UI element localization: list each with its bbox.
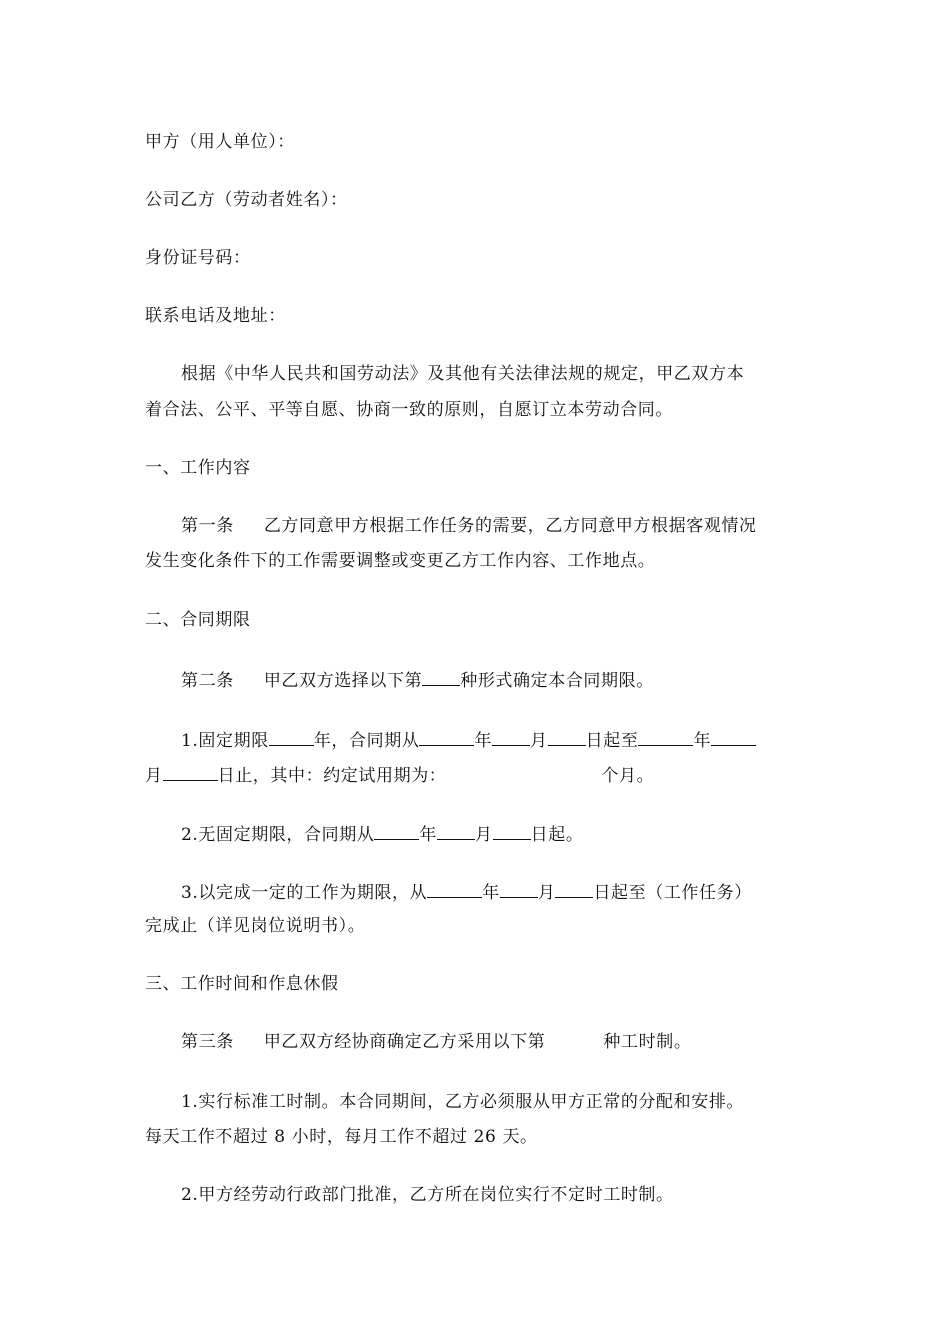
probation-text: 日止，其中：约定试用期为：: [217, 766, 447, 786]
id-number-field: 身份证号码：: [145, 248, 251, 268]
form-choice-blank[interactable]: [422, 670, 460, 686]
day-to-unit: 日起至: [585, 731, 639, 751]
party-b-field: 公司乙方（劳动者姓名）：: [145, 190, 348, 210]
end-month-blank[interactable]: [711, 730, 756, 746]
open-start-year-blank[interactable]: [374, 824, 419, 840]
year-unit: 年: [419, 825, 438, 845]
standard-hours-line-2: 每天工作不超过 8 小时，每月工作不超过 26 天。: [145, 1127, 538, 1147]
start-month-blank[interactable]: [492, 730, 530, 746]
day-unit: 日起。: [530, 825, 584, 845]
open-start-month-blank[interactable]: [437, 824, 475, 840]
article-3-text-b: 种工时制。: [603, 1032, 692, 1052]
preamble-line-2: 着合法、公平、平等自愿、协商一致的原则，自愿订立本劳动合同。: [145, 400, 673, 420]
article-3-line: [181, 1034, 691, 1051]
task-start-year-blank[interactable]: [427, 882, 482, 898]
year-unit: 年: [693, 731, 712, 751]
task-term-line-1: [181, 882, 752, 902]
article-2-label: 第二条: [181, 671, 234, 691]
months-unit: 个月。: [601, 766, 655, 786]
end-year-blank[interactable]: [638, 730, 693, 746]
start-year-blank[interactable]: [419, 730, 474, 746]
task-term-text: 日起至（工作任务）: [593, 883, 752, 903]
open-term-label: 2.无固定期限，合同期从: [181, 825, 375, 845]
article-3-label: 第三条: [181, 1032, 234, 1052]
open-term-line: [181, 824, 583, 844]
month-unit: 月: [537, 883, 556, 903]
month-unit: 月: [530, 731, 548, 751]
section-2-title: 二、合同期限: [145, 610, 251, 630]
task-start-day-blank[interactable]: [555, 882, 593, 898]
fixed-term-text: 年，合同期从: [313, 731, 420, 751]
task-term-label: 3.以完成一定的工作为期限，从: [181, 883, 428, 903]
fixed-term-line-1: [181, 730, 756, 750]
article-1-line-1: [181, 518, 757, 535]
fixed-term-line-2: [145, 765, 654, 785]
standard-hours-line-1: 1.实行标准工时制。本合同期间，乙方必须服从甲方正常的分配和安排。: [181, 1092, 745, 1112]
article-1-label: 第一条: [181, 516, 234, 536]
end-day-blank[interactable]: [163, 765, 218, 781]
year-unit: 年: [482, 883, 500, 903]
years-blank[interactable]: [269, 730, 314, 746]
task-term-line-2: 完成止（详见岗位说明书）。: [145, 916, 366, 936]
section-3-title: 三、工作时间和作息休假: [145, 974, 339, 994]
month-unit: 月: [145, 766, 163, 786]
article-1-line-2: 发生变化条件下的工作需要调整或变更乙方工作内容、工作地点。: [145, 551, 656, 571]
preamble-line-1: 根据《中华人民共和国劳动法》及其他有关法律法规的规定，甲乙双方本: [181, 364, 745, 384]
party-a-field: 甲方（用人单位）：: [145, 132, 295, 152]
open-start-day-blank[interactable]: [493, 824, 531, 840]
article-2-text-a: 甲乙双方选择以下第: [263, 671, 423, 691]
article-3-text-a: 甲乙双方经协商确定乙方采用以下第: [263, 1032, 546, 1052]
month-unit: 月: [475, 825, 493, 845]
year-unit: 年: [474, 731, 493, 751]
section-1-title: 一、工作内容: [145, 458, 251, 478]
fixed-term-label: 1.固定期限: [181, 731, 269, 751]
article-2-line: [181, 670, 654, 690]
start-day-blank[interactable]: [548, 730, 586, 746]
task-start-month-blank[interactable]: [500, 882, 538, 898]
article-2-text-b: 种形式确定本合同期限。: [460, 671, 654, 691]
contact-field: 联系电话及地址：: [145, 306, 286, 326]
flexible-hours-line: 2.甲方经劳动行政部门批准，乙方所在岗位实行不定时工时制。: [181, 1185, 674, 1205]
article-1-text: 乙方同意甲方根据工作任务的需要，乙方同意甲方根据客观情况: [263, 516, 757, 536]
